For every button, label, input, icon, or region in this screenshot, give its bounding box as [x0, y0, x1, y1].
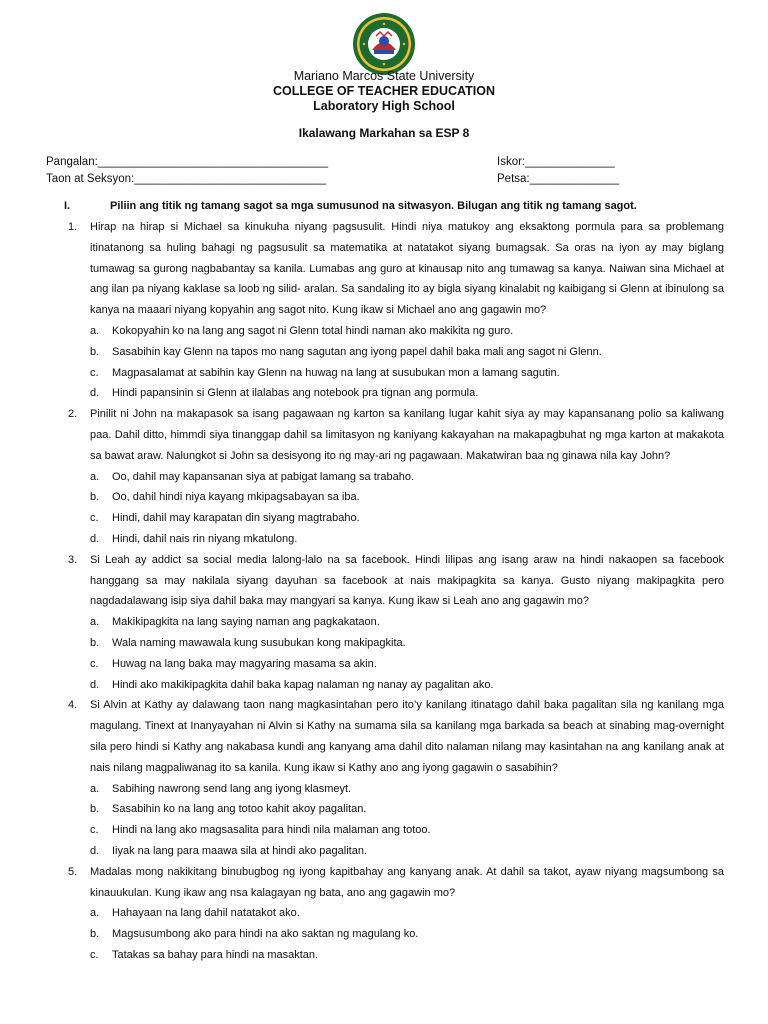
option-d[interactable] [90, 383, 724, 404]
question-text: Si Leah ay addict sa social media lalong-lalo na sa facebook. Hindi lilipas ang isang araw na hindi nakaopen sa facebook hanggang sa may nakilala siyang dayuhan sa facebook at nais makipagkita sa kanya. Gusto niyang makipagkita pero nagdadalawang isip siya dahil baka may mangyari sa kanya. Kung ikaw si Leah ano ang gagawin mo? [90, 553, 724, 608]
option-letter: c. [90, 657, 99, 670]
option-a[interactable] [90, 321, 724, 342]
question-2 [68, 404, 724, 550]
option-c[interactable] [90, 508, 724, 529]
university-seal-logo [352, 12, 416, 76]
option-letter: d. [90, 387, 100, 400]
option-letter: c. [90, 512, 99, 525]
score-field[interactable]: Iskor:______________ [497, 156, 615, 168]
option-text: Oo, dahil may kapansanan siya at pabigat lamang sa trabaho. [112, 470, 415, 483]
question-4 [68, 695, 724, 861]
option-text: Iiyak na lang para maawa sila at hindi ako pagalitan. [112, 844, 367, 857]
question-5 [68, 862, 724, 966]
option-a[interactable] [90, 779, 724, 800]
option-c[interactable] [90, 820, 724, 841]
option-text: Magsusumbong ako para hindi na ako saktan ng magulang ko. [112, 928, 419, 941]
question-1 [68, 217, 724, 404]
question-number: 2. [68, 408, 78, 421]
option-letter: d. [90, 678, 100, 691]
option-c[interactable] [90, 363, 724, 384]
question-list [68, 217, 724, 966]
option-text: Tatakas sa bahay para hindi na masaktan. [112, 948, 319, 961]
option-a[interactable] [90, 612, 724, 633]
option-letter: a. [90, 324, 100, 337]
option-text: Sabihing nawrong send lang ang iyong klasmeyt. [112, 782, 352, 795]
school-name: Laboratory High School [313, 99, 455, 113]
question-number: 4. [68, 699, 78, 712]
question-text: Hirap na hirap si Michael sa kinukuha niyang pagsusulit. Hindi niya matukoy ang eksaktong pormula para sa problemang itinatanong sa huling bahagi ng pagsusulit sa matematika at natatakot siyang bumagsak. Sa oras na iyon ay may biglang tumawag sa gurong nagbabantay sa kanila. Lumabas ang guro at kinausap nito ang tumawag sa kanya. Naiwan sina Michael at ang ilan pa niyang kaklase sa loob ng silid- aralan. Sa sandaling ito ay bigla siyang kinalabit ng kaibigang si Glenn at ibinulong sa kanya na maaari niyang kopyahin ang sagot nito. Kung ikaw si Michael ano ang gagawin mo? [90, 221, 724, 317]
option-text: Hindi ako makikipagkita dahil baka kapag nalaman ng nanay ay pagalitan ako. [112, 678, 494, 691]
question-number: 1. [68, 221, 78, 233]
option-text: Magpasalamat at sabihin kay Glenn na huwag na lang at susubukan mon a lamang sagutin. [112, 366, 560, 379]
option-c[interactable] [90, 945, 724, 966]
option-text: Hindi papansinin si Glenn at ilalabas ang notebook pra tignan ang pormula. [112, 387, 479, 400]
question-number: 5. [68, 865, 78, 878]
exam-title: Ikalawang Markahan sa ESP 8 [298, 126, 470, 140]
option-letter: a. [90, 907, 100, 920]
option-letter: b. [90, 345, 100, 358]
option-text: Kokopyahin ko na lang ang sagot ni Glenn total hindi naman ako makikita ng guro. [112, 324, 514, 337]
option-letter: b. [90, 491, 100, 504]
option-b[interactable] [90, 342, 724, 363]
instruction-text: Piliin ang titik ng tamang sagot sa mga sumusunod na sitwasyon. Bilugan ang titik ng tamang sagot. [110, 200, 637, 212]
option-letter: d. [90, 532, 100, 545]
option-letter: a. [90, 616, 100, 629]
option-text: Hindi na lang ako magsasalita para hindi nila malaman ang totoo. [112, 824, 431, 837]
option-b[interactable] [90, 799, 724, 820]
option-text: Sasabihin kay Glenn na tapos mo nang sagutan ang iyong papel dahil baka mali ang sagot ni Glenn. [112, 345, 602, 358]
option-d[interactable] [90, 841, 724, 862]
option-text: Hindi, dahil nais rin niyang mkatulong. [112, 532, 298, 545]
option-text: Huwag na lang baka may magyaring masama sa akin. [112, 657, 377, 670]
section-field[interactable]: Taon at Seksyon:______________________________ [46, 173, 327, 185]
question-3 [68, 550, 724, 696]
question-text: Pinilit ni John na makapasok sa isang pagawaan ng karton sa kanilang lugar kahit siya ay may kapansanang polio sa kaliwang paa. Dahil ditto, himmdi siya tinanggap dahil sa limitasyon ng kaniyang kakayahan na makapagbuhat ng mga karton at makakota sa bawat araw. Nalungkot si John sa desisyong ito ng may-ari ng pagawaan. Makatwiran baa ng ginawa nila kay John? [90, 408, 724, 462]
option-c[interactable] [90, 654, 724, 675]
question-number: 3. [68, 553, 78, 566]
option-text: Wala naming mawawala kung susubukan kong makipagkita. [112, 636, 406, 649]
option-letter: c. [90, 366, 99, 379]
option-b[interactable] [90, 487, 724, 508]
university-name: Mariano Marcos State University [293, 69, 475, 83]
question-text: Si Alvin at Kathy ay dalawang taon nang magkasintahan pero ito’y kanilang itinatago dahil baka pagalitan sila ng kanilang mga magulang. Tinext at Inanyayahan ni Alvin si Kathy na sumama sila sa kanilang mga barkada sa beach at sinabing mag-overnight sila pero hindi si Kathy ang nakabasa kundi ang kanyang ama dahil dito nalaman nilang may kasintahan na ang kanilang anak at nais nilang magpaliwanag ito sa kanila. Kung ikaw si Kathy ano ang iyong gagawin o sasabihin? [90, 699, 724, 774]
option-letter: a. [90, 470, 100, 483]
name-field[interactable]: Pangalan:____________________________________ [46, 156, 329, 168]
college-name: COLLEGE OF TEACHER EDUCATION [273, 84, 495, 98]
instruction-number: I. [64, 200, 71, 212]
option-text: Hindi, dahil may karapatan din siyang magtrabaho. [112, 512, 360, 525]
option-letter: c. [90, 824, 99, 837]
question-text: Madalas mong nakikitang binubugbog ng iyong kapitbahay ang kanyang anak. At dahil sa takot, ayaw niyang magsumbong sa kinauukulan. Kung ikaw ang nsa kalagayan ng bata, ano ang gagawin mo? [90, 865, 724, 899]
date-field[interactable]: Petsa:______________ [497, 173, 620, 185]
option-letter: c. [90, 948, 99, 961]
option-letter: d. [90, 844, 100, 857]
option-text: Makikipagkita na lang saying naman ang pagkakataon. [112, 616, 380, 629]
option-text: Hahayaan na lang dahil natatakot ako. [112, 907, 300, 920]
option-text: Sasabihin ko na lang ang totoo kahit akoy pagalitan. [112, 803, 367, 816]
instruction [64, 200, 637, 212]
option-letter: a. [90, 782, 100, 795]
option-a[interactable] [90, 903, 724, 924]
option-letter: b. [90, 636, 100, 649]
option-b[interactable] [90, 633, 724, 654]
option-b[interactable] [90, 924, 724, 945]
option-d[interactable] [90, 675, 724, 696]
option-a[interactable] [90, 467, 724, 488]
option-text: Oo, dahil hindi niya kayang mkipagsabayan sa iba. [112, 491, 360, 504]
option-d[interactable] [90, 529, 724, 550]
option-letter: b. [90, 928, 100, 941]
option-letter: b. [90, 803, 100, 816]
